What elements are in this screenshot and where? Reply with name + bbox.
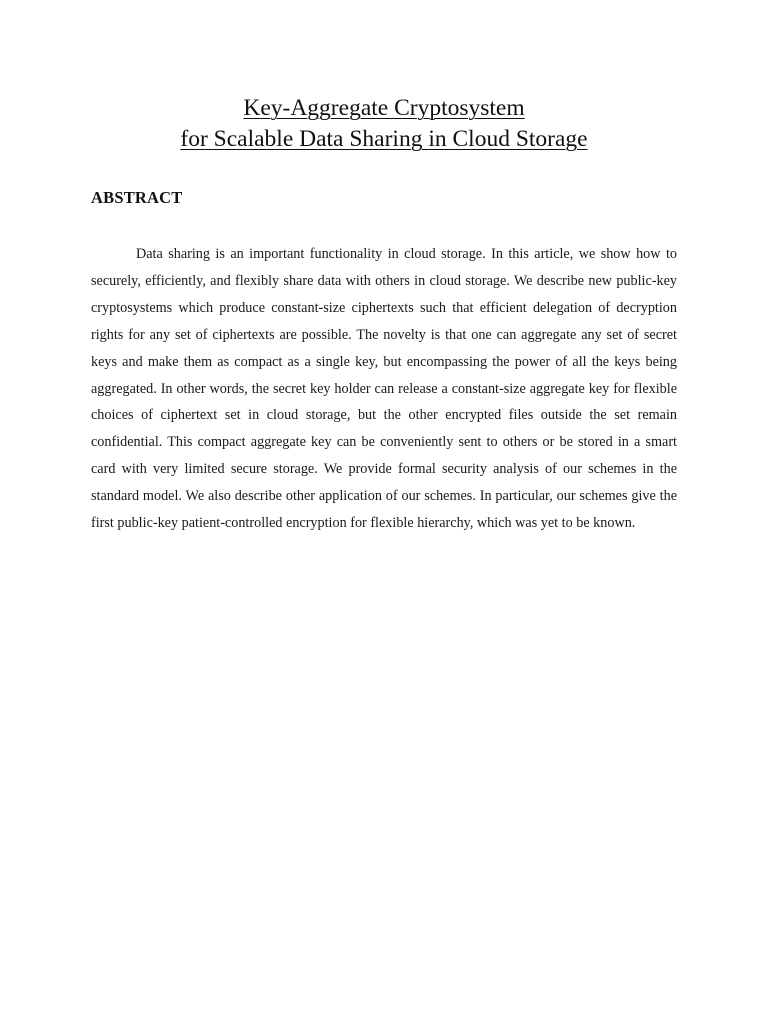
abstract-heading: ABSTRACT [91, 188, 183, 207]
document-title [0, 93, 768, 155]
title-line-1: Key-Aggregate Cryptosystem [243, 95, 525, 121]
abstract-paragraph: Data sharing is an important functionality in cloud storage. In this article, we show how to securely, efficiently, and flexibly share data with others in cloud storage. We describe new public-key cryptosystems which produce constant-size ciphertexts such that efficient delegation of decryption rights for any set of ciphertexts are possible. The novelty is that one can aggregate any set of secret keys and make them as compact as a single key, but encompassing the power of all the keys being aggregated. In other words, the secret key holder can release a constant-size aggregate key for flexible choices of ciphertext set in cloud storage, but the other encrypted files outside the set remain confidential. This compact aggregate key can be conveniently sent to others or be stored in a smart card with very limited secure storage. We provide formal security analysis of our schemes in the standard model. We also describe other application of our schemes. In particular, our schemes give the first public-key patient-controlled encryption for flexible hierarchy, which was yet to be known. [91, 246, 677, 532]
title-line-2: for Scalable Data Sharing in Cloud Storage [180, 126, 588, 152]
